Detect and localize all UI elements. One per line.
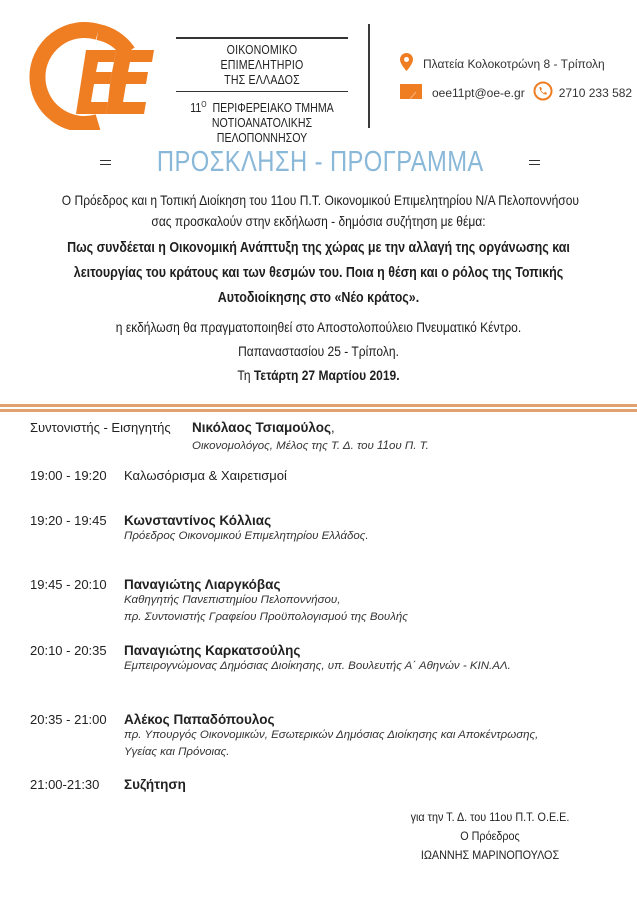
envelope-icon [400,84,422,102]
speaker-role: Υγείας και Πρόνοιας. [124,746,230,758]
orange-divider-top [0,404,637,407]
signature-line1: για την Τ. Δ. του 11ου Π.Τ. Ο.Ε.Ε. [410,810,570,824]
signature-block [373,808,607,865]
department-name [186,97,339,146]
title-right-rule [529,160,540,165]
oee-logo-icon [28,22,163,130]
schedule-time: 20:35 - 21:00 [30,712,107,727]
intro-line2: σας προσκαλούν στην εκδήλωση - δημόσια συζήτηση με θέμα: [151,213,486,229]
organization-name-block [172,37,352,146]
moderator-label: Συντονιστής - Εισηγητής [30,420,171,435]
speaker-role: Εμπειρογνώμονας Δημόσιας Διοίκησης, υπ. Βουλευτής Α΄ Αθηνών - ΚΙΝ.ΑΛ. [124,660,511,672]
moderator-name: Νικόλαος Τσιαμούλος [192,420,331,435]
speaker-role: πρ. Υπουργός Οικονομικών, Εσωτερικών Δημόσιας Διοίκησης και Αποκέντρωσης, [124,729,539,741]
orange-divider-bottom [0,409,637,412]
schedule-item [30,777,186,792]
moderator-role: Οικονομολόγος, Μέλος της Τ. Δ. του 11ου Π. Τ. [192,440,429,452]
page-title: ΠΡΟΣΚΛΗΣΗ - ΠΡΟΓΡΑΜΜΑ [156,146,484,178]
event-date: Τη Τετάρτη 27 Μαρτίου 2019. [237,367,400,383]
schedule-time: 19:20 - 19:45 [30,513,107,528]
oee-logo [28,22,163,130]
schedule-item [30,643,511,675]
speaker-name: Παναγιώτης Λιαργκόβας [124,577,281,592]
dept-line1: $11^O$ ΠΕΡΙΦΕΡΕΙΑΚΟ ΤΜΗΜΑ [190,100,334,116]
title-left-rule [100,160,111,165]
schedule-item [30,577,408,626]
phone-number[interactable]: 2710 233 582 [558,85,633,100]
intro-line1: Ο Πρόεδρος και η Τοπική Διοίκηση του 11ου Π.Τ. Οικονομικού Επιμελητηρίου Ν/Α Πελοποννήσου [61,192,580,208]
invitation-text [20,190,617,387]
header-divider [368,24,370,128]
schedule-item [30,513,369,545]
org-name-line2: ΤΗΣ ΕΛΛΑΔΟΣ [224,72,300,87]
schedule-title: Συζήτηση [124,777,186,792]
org-middle-rule [176,91,348,93]
moderator-row: Συντονιστής - Εισηγητής Νικόλαος Τσιαμούλος, [30,420,335,435]
org-name-line1: ΟΙΚΟΝΟΜΙΚΟ ΕΠΙΜΕΛΗΤΗΡΙΟ [220,42,304,72]
email-link[interactable]: oee11pt@oe-e.gr [432,85,525,100]
schedule-title: Καλωσόρισμα & Χαιρετισμοί [124,468,287,483]
speaker-name: Παναγιώτης Καρκατσούλης [124,643,301,658]
schedule-item [30,468,287,483]
address-text: Πλατεία Κολοκοτρώνη 8 - Τρίπολη [423,56,605,71]
location-pin-icon [400,53,413,74]
schedule-time: 19:45 - 20:10 [30,577,107,592]
speaker-role: Πρόεδρος Οικονομικού Επιμελητηρίου Ελλάδος. [124,530,369,542]
speaker-role: Καθηγητής Πανεπιστημίου Πελοποννήσου, [124,594,341,606]
title-row [100,146,540,179]
schedule-time: 19:00 - 19:20 [30,468,107,483]
phone-icon [533,81,553,104]
dept-line2: ΝΟΤΙΟΑΝΑΤΟΛΙΚΗΣ ΠΕΛΟΠΟΝΝΗΣΟΥ [211,116,313,146]
schedule-time: 20:10 - 20:35 [30,643,107,658]
org-name [186,43,339,88]
speaker-role: πρ. Συντονιστής Γραφείου Προϋπολογισμού της Βουλής [124,611,408,623]
signature-title: Ο Πρόεδρος [460,829,520,843]
topic: Πως συνδέεται η Οικονομική Ανάπτυξη της χώρας με την αλλαγή της οργάνωσης και λειτουργίας του κράτους και των θεσμών του. Ποια η θέση και ο ρόλος της Τοπικής Αυτοδιοίκησης στο «Νέο κράτος». [67,240,570,306]
contact-address [400,53,605,74]
contact-email-phone [400,81,632,104]
venue: η εκδήλωση θα πραγματοποιηθεί στο Αποστολοπούλειο Πνευματικό Κέντρο. Παπαναστασίου 25 - Τρίπολη. Τη Τετάρτη 27 Μαρτίου 2019. [115,319,522,383]
speaker-name: Αλέκος Παπαδόπουλος [124,712,275,727]
speaker-name: Κωνσταντίνος Κόλλιας [124,513,272,528]
signature-name: ΙΩΑΝΝΗΣ ΜΑΡΙΝΟΠΟΥΛΟΣ [420,848,560,862]
schedule-item [30,712,538,761]
org-top-rule [176,37,348,39]
schedule-time: 21:00-21:30 [30,777,100,792]
